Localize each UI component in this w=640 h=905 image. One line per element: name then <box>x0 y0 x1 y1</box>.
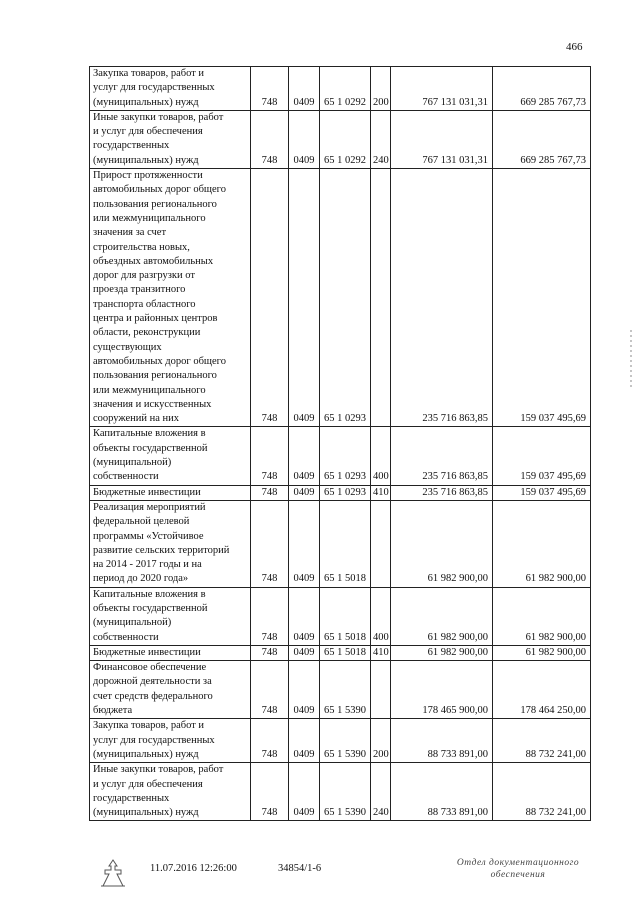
expense-code <box>371 169 391 427</box>
expense-code: 240 <box>371 763 391 821</box>
amount-second: 669 285 767,73 <box>493 110 591 168</box>
ministry-code: 748 <box>251 110 289 168</box>
table-row <box>90 645 591 660</box>
amount-second: 159 037 495,69 <box>493 169 591 427</box>
amount-second: 159 037 495,69 <box>493 485 591 500</box>
expense-code <box>371 500 391 587</box>
section-code: 0409 <box>289 110 320 168</box>
section-code: 0409 <box>289 500 320 587</box>
table-row <box>90 719 591 763</box>
amount-second: 159 037 495,69 <box>493 427 591 485</box>
section-code: 0409 <box>289 67 320 111</box>
amount-first: 235 716 863,85 <box>391 485 493 500</box>
target-code: 65 1 5390 <box>320 763 371 821</box>
expense-code: 240 <box>371 110 391 168</box>
amount-first: 767 131 031,31 <box>391 110 493 168</box>
table-row <box>90 67 591 111</box>
row-name: Закупка товаров, работ и услуг для государственных (муниципальных) нужд <box>90 67 251 111</box>
target-code: 65 1 0293 <box>320 485 371 500</box>
table-row <box>90 485 591 500</box>
expense-code: 410 <box>371 645 391 660</box>
amount-first: 235 716 863,85 <box>391 427 493 485</box>
section-code: 0409 <box>289 719 320 763</box>
amount-second: 61 982 900,00 <box>493 500 591 587</box>
ministry-code: 748 <box>251 661 289 719</box>
section-code: 0409 <box>289 427 320 485</box>
table-row <box>90 587 591 645</box>
emblem-icon <box>93 858 133 888</box>
ministry-code: 748 <box>251 169 289 427</box>
amount-first: 61 982 900,00 <box>391 587 493 645</box>
table-row <box>90 169 591 427</box>
target-code: 65 1 0293 <box>320 169 371 427</box>
target-code: 65 1 5018 <box>320 500 371 587</box>
section-code: 0409 <box>289 587 320 645</box>
expense-code: 400 <box>371 587 391 645</box>
ministry-code: 748 <box>251 719 289 763</box>
row-name: Капитальные вложения в объекты государственной (муниципальной) собственности <box>90 427 251 485</box>
office-stamp <box>448 857 588 881</box>
amount-second: 669 285 767,73 <box>493 67 591 111</box>
stamp-line-2: обеспечения <box>490 870 546 880</box>
amount-second: 61 982 900,00 <box>493 645 591 660</box>
ministry-code: 748 <box>251 67 289 111</box>
section-code: 0409 <box>289 661 320 719</box>
row-name: Реализация мероприятий федеральной целевой программы «Устойчивое развитие сельских территорий на 2014 - 2017 годы и на период до 2020 года» <box>90 500 251 587</box>
target-code: 65 1 0292 <box>320 110 371 168</box>
amount-first: 235 716 863,85 <box>391 169 493 427</box>
expense-code: 200 <box>371 719 391 763</box>
amount-first: 767 131 031,31 <box>391 67 493 111</box>
table-row <box>90 427 591 485</box>
expense-code: 400 <box>371 427 391 485</box>
ministry-code: 748 <box>251 763 289 821</box>
target-code: 65 1 5018 <box>320 587 371 645</box>
row-name: Финансовое обеспечение дорожной деятельности за счет средств федерального бюджета <box>90 661 251 719</box>
section-code: 0409 <box>289 763 320 821</box>
table-row <box>90 661 591 719</box>
row-name: Прирост протяженности автомобильных дорог общего пользования регионального или межмуниципального значения за счет строительства новых, объездных автомобильных дорог для разгрузки от проезда транзитного транспорта областного центра и районных центров области, реконструкции существующих автомобильных дорог общего пользования регионального или межмуниципального значения и искусственных сооружений на них <box>90 169 251 427</box>
margin-mark <box>628 330 634 390</box>
target-code: 65 1 5018 <box>320 645 371 660</box>
expense-code: 200 <box>371 67 391 111</box>
row-name: Капитальные вложения в объекты государственной (муниципальной) собственности <box>90 587 251 645</box>
budget-table <box>89 66 591 821</box>
expense-code <box>371 661 391 719</box>
amount-second: 88 732 241,00 <box>493 719 591 763</box>
amount-first: 61 982 900,00 <box>391 645 493 660</box>
table-row <box>90 763 591 821</box>
section-code: 0409 <box>289 169 320 427</box>
target-code: 65 1 0292 <box>320 67 371 111</box>
row-name: Закупка товаров, работ и услуг для государственных (муниципальных) нужд <box>90 719 251 763</box>
ministry-code: 748 <box>251 427 289 485</box>
amount-first: 88 733 891,00 <box>391 763 493 821</box>
row-name: Бюджетные инвестиции <box>90 485 251 500</box>
amount-first: 88 733 891,00 <box>391 719 493 763</box>
target-code: 65 1 5390 <box>320 661 371 719</box>
footer-doc-number: 34854/1-6 <box>278 863 322 874</box>
table-row <box>90 500 591 587</box>
ministry-code: 748 <box>251 645 289 660</box>
amount-first: 178 465 900,00 <box>391 661 493 719</box>
row-name: Бюджетные инвестиции <box>90 645 251 660</box>
section-code: 0409 <box>289 485 320 500</box>
ministry-code: 748 <box>251 587 289 645</box>
amount-second: 61 982 900,00 <box>493 587 591 645</box>
expense-code: 410 <box>371 485 391 500</box>
amount-second: 178 464 250,00 <box>493 661 591 719</box>
ministry-code: 748 <box>251 485 289 500</box>
table-row <box>90 110 591 168</box>
stamp-line-1: Отдел документационного <box>456 858 580 868</box>
amount-second: 88 732 241,00 <box>493 763 591 821</box>
amount-first: 61 982 900,00 <box>391 500 493 587</box>
page-number: 466 <box>566 41 583 53</box>
target-code: 65 1 5390 <box>320 719 371 763</box>
footer-timestamp: 11.07.2016 12:26:00 <box>150 863 237 874</box>
section-code: 0409 <box>289 645 320 660</box>
row-name: Иные закупки товаров, работ и услуг для обеспечения государственных (муниципальных) нужд <box>90 763 251 821</box>
row-name: Иные закупки товаров, работ и услуг для обеспечения государственных (муниципальных) нужд <box>90 110 251 168</box>
target-code: 65 1 0293 <box>320 427 371 485</box>
ministry-code: 748 <box>251 500 289 587</box>
